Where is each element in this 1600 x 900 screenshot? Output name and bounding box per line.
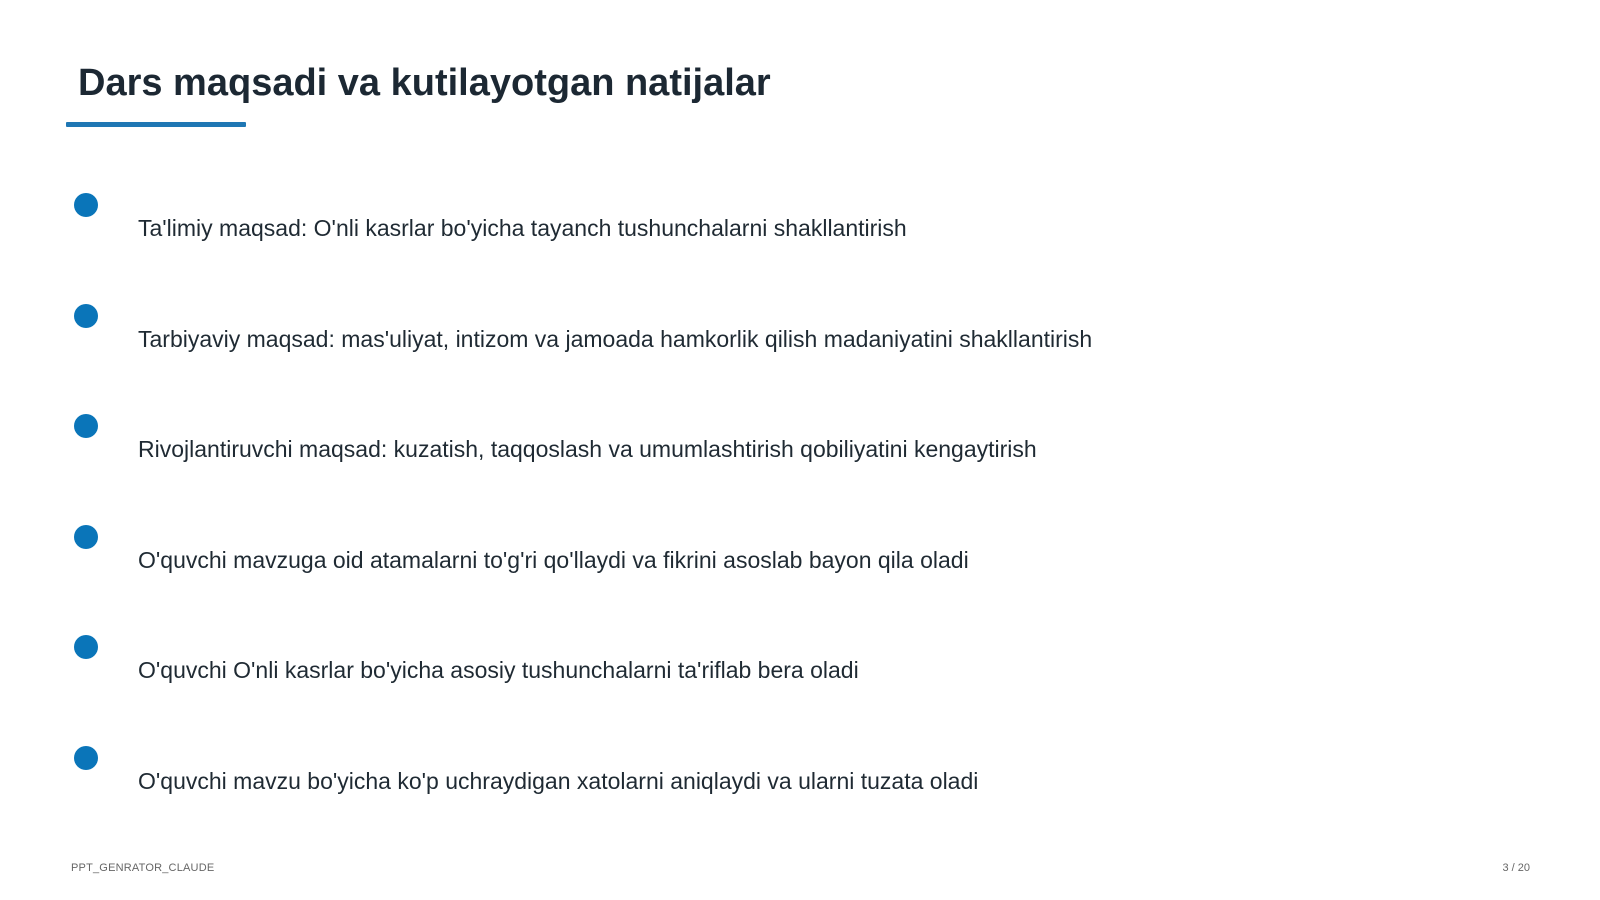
bullet-text: O'quvchi mavzu bo'yicha ko'p uchraydigan xatolarni aniqlaydi va ularni tuzata oladi (138, 768, 979, 794)
bullet-item (0, 193, 1600, 253)
bullet-dot-icon (74, 304, 98, 328)
bullet-dot-icon (74, 525, 98, 549)
bullet-dot-icon (74, 635, 98, 659)
bullet-dot-icon (74, 746, 98, 770)
bullet-item (0, 635, 1600, 695)
page-indicator: 3 / 20 (1502, 862, 1530, 874)
bullet-text: O'quvchi mavzuga oid atamalarni to'g'ri qo'llaydi va fikrini asoslab bayon qila oladi (138, 547, 969, 573)
bullet-item (0, 414, 1600, 474)
slide-title: Dars maqsadi va kutilayotgan natijalar (78, 62, 771, 104)
bullet-item (0, 304, 1600, 364)
bullet-text: O'quvchi O'nli kasrlar bo'yicha asosiy tushunchalarni ta'riflab bera oladi (138, 657, 859, 683)
bullet-text: Tarbiyaviy maqsad: mas'uliyat, intizom va jamoada hamkorlik qilish madaniyatini shakllantirish (138, 326, 1093, 352)
bullet-item (0, 746, 1600, 806)
bullet-text: Rivojlantiruvchi maqsad: kuzatish, taqqoslash va umumlashtirish qobiliyatini kengaytirish (138, 436, 1037, 462)
bullet-text: Ta'limiy maqsad: O'nli kasrlar bo'yicha tayanch tushunchalarni shakllantirish (138, 215, 907, 241)
bullet-item (0, 525, 1600, 585)
bullet-dot-icon (74, 414, 98, 438)
footer-label: PPT_GENRATOR_CLAUDE (71, 862, 215, 874)
bullet-dot-icon (74, 193, 98, 217)
